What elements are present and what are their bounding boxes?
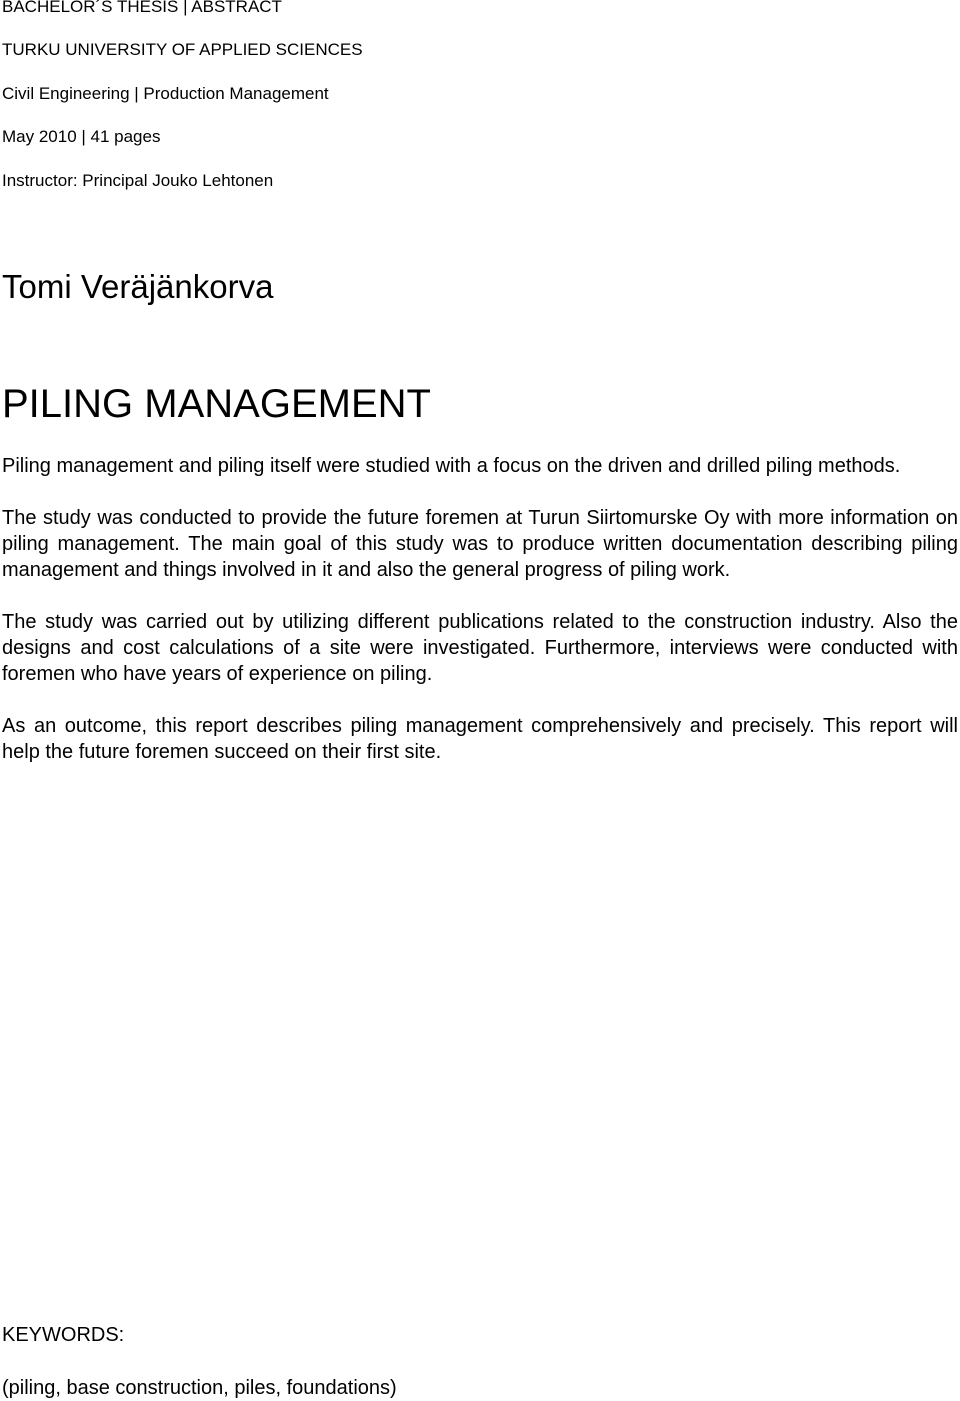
- degree-program: Civil Engineering | Production Management: [2, 84, 329, 103]
- university-name: TURKU UNIVERSITY OF APPLIED SCIENCES: [2, 40, 363, 59]
- abstract-paragraph: As an outcome, this report describes piling management comprehensively and precisely. This report will help the future foremen succeed on their first site.: [2, 715, 958, 763]
- instructor: Instructor: Principal Jouko Lehtonen: [2, 171, 274, 190]
- abstract-paragraph: Piling management and piling itself were studied with a focus on the driven and drilled piling methods.: [2, 455, 901, 477]
- abstract-body: [2, 453, 958, 791]
- author-name: Tomi Veräjänkorva: [2, 268, 274, 305]
- abstract-paragraph: The study was conducted to provide the future foremen at Turun Siirtomurske Oy with more information on piling management. The main goal of this study was to produce written documentation describing piling management and things involved in it and also the general progress of piling work.: [2, 507, 958, 581]
- thesis-type: BACHELOR´S THESIS | ABSTRACT: [2, 0, 282, 16]
- keywords-label: KEYWORDS:: [2, 1324, 125, 1346]
- keywords-list: (piling, base construction, piles, foundations): [2, 1377, 397, 1399]
- thesis-title: PILING MANAGEMENT: [2, 382, 431, 426]
- abstract-paragraph: The study was carried out by utilizing different publications related to the construction industry. Also the designs and cost calculations of a site were investigated. Furthermore, interviews were conducted with foremen who have years of experience on piling.: [2, 611, 958, 685]
- date-and-pages: May 2010 | 41 pages: [2, 127, 161, 146]
